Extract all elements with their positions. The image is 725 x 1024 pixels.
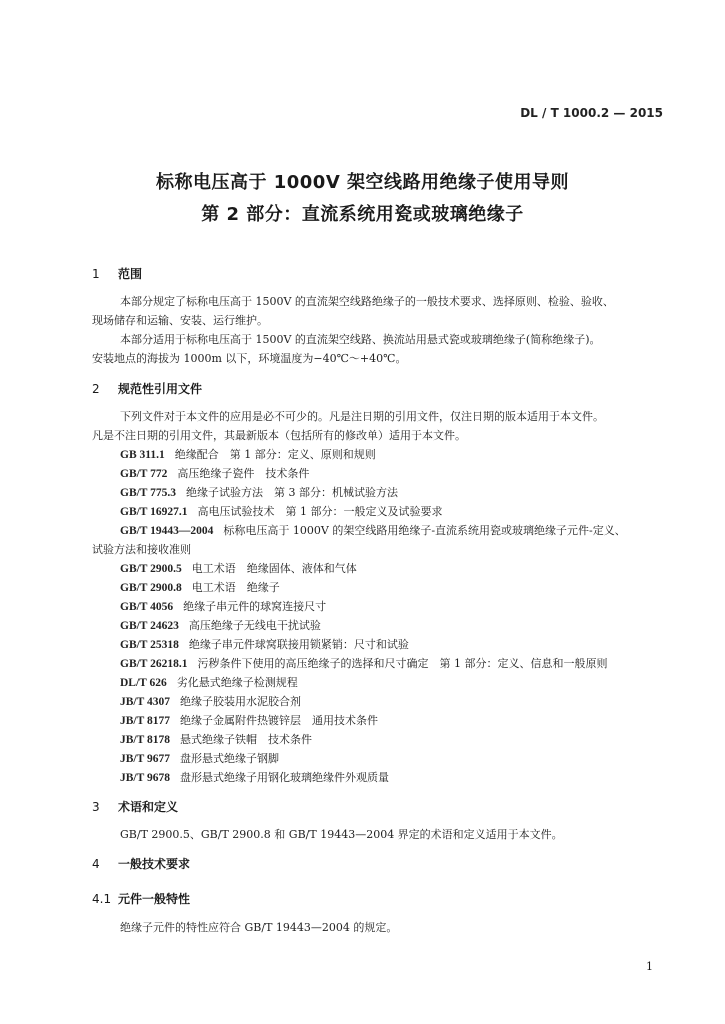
paragraph: 本部分适用于标称电压高于 1500V 的直流架空线路、换流站用悬式瓷或玻璃绝缘子(简称绝缘子)。 [120, 333, 601, 346]
section-1-heading [92, 265, 142, 282]
section-3-heading [92, 798, 178, 815]
reference-title: 高压绝缘子无线电干扰试验 [188, 619, 321, 632]
paragraph: GB/T 2900.5、GB/T 2900.8 和 GB/T 19443—2004 界定的术语和定义适用于本文件。 [120, 828, 563, 841]
reference-item [120, 579, 280, 595]
document-title: 标称电压高于 1000V 架空线路用绝缘子使用导则 [155, 172, 570, 193]
section-number: 4.1 [92, 892, 112, 906]
document-subtitle: 第 2 部分：直流系统用瓷或玻璃绝缘子 [201, 204, 524, 225]
reference-title: 绝缘子胶装用水泥胶合剂 [179, 695, 301, 708]
reference-item [120, 598, 326, 614]
section-number: 4 [92, 857, 100, 871]
reference-code: JB/T 8178 [120, 734, 170, 746]
section-title: 一般技术要求 [118, 857, 191, 871]
paragraph: 现场储存和运输、安装、运行维护。 [92, 314, 268, 327]
reference-code: GB/T 2900.8 [120, 582, 182, 594]
page-number: 1 [646, 960, 653, 973]
reference-code: GB/T 19443—2004 [120, 525, 214, 537]
reference-code: JB/T 8177 [120, 715, 170, 727]
reference-code: GB/T 24623 [120, 620, 179, 632]
reference-code: JB/T 9677 [120, 753, 170, 765]
reference-code: GB/T 16927.1 [120, 506, 188, 518]
reference-item [120, 503, 443, 519]
section-title: 范围 [118, 267, 143, 281]
reference-code: GB/T 25318 [120, 639, 179, 651]
reference-code: GB/T 772 [120, 468, 168, 480]
section-title: 规范性引用文件 [118, 382, 203, 396]
reference-item [120, 465, 309, 481]
section-number: 1 [92, 267, 100, 281]
reference-code: GB/T 4056 [120, 601, 174, 613]
section-title: 元件一般特性 [118, 892, 191, 906]
section-title: 术语和定义 [118, 800, 179, 814]
reference-code: GB/T 775.3 [120, 487, 177, 499]
paragraph: 凡是不注日期的引用文件，其最新版本（包括所有的修改单）适用于本文件。 [92, 429, 466, 442]
reference-title: 绝缘子串元件的球窝连接尺寸 [183, 600, 327, 613]
paragraph: 本部分规定了标称电压高于 1500V 的直流架空线路绝缘子的一般技术要求、选择原则、检验、验收、 [120, 295, 614, 308]
reference-title: 电工术语 绝缘固体、液体和气体 [191, 562, 357, 575]
reference-code: DL/T 626 [120, 677, 167, 689]
section-4-heading [92, 855, 190, 872]
reference-title: 高压绝缘子瓷件 技术条件 [177, 467, 310, 480]
reference-item [120, 769, 389, 785]
section-2-heading [92, 380, 202, 397]
section-number: 2 [92, 382, 100, 396]
reference-item [120, 674, 298, 690]
reference-title: 悬式绝缘子铁帽 技术条件 [179, 733, 312, 746]
reference-title: 盘形悬式绝缘子用钢化玻璃绝缘件外观质量 [179, 771, 389, 784]
reference-code: JB/T 4307 [120, 696, 170, 708]
section-number: 3 [92, 800, 100, 814]
paragraph: 安装地点的海拔为 1000m 以下，环境温度为−40℃～+40℃。 [92, 352, 407, 365]
reference-code: GB 311.1 [120, 449, 165, 461]
reference-item [120, 446, 376, 462]
reference-title: 绝缘子试验方法 第 3 部分：机械试验方法 [186, 486, 399, 499]
reference-title: 污秽条件下使用的高压绝缘子的选择和尺寸确定 第 1 部分：定义、信息和一般原则 [197, 657, 608, 670]
reference-item [120, 522, 626, 538]
reference-item [120, 617, 321, 633]
paragraph: 绝缘子元件的特性应符合 GB/T 19443—2004 的规定。 [120, 921, 398, 934]
reference-item [120, 750, 279, 766]
reference-title: 绝缘子串元件球窝联接用锁紧销：尺寸和试验 [188, 638, 409, 651]
reference-title: 高电压试验技术 第 1 部分：一般定义及试验要求 [197, 505, 443, 518]
reference-code: JB/T 9678 [120, 772, 170, 784]
reference-item [120, 731, 312, 747]
section-4-1-heading [92, 890, 190, 907]
reference-title: 劣化悬式绝缘子检测规程 [176, 676, 298, 689]
reference-title: 盘形悬式绝缘子钢脚 [179, 752, 279, 765]
reference-item [120, 636, 409, 652]
paragraph: 下列文件对于本文件的应用是必不可少的。凡是注日期的引用文件，仅注日期的版本适用于本文件。 [120, 410, 604, 423]
reference-item [120, 655, 608, 671]
reference-title: 绝缘子金属附件热镀锌层 通用技术条件 [179, 714, 378, 727]
reference-title: 标称电压高于 1000V 的架空线路用绝缘子-直流系统用瓷或玻璃绝缘子元件-定义、 [223, 524, 626, 537]
standard-code: DL / T 1000.2 — 2015 [520, 106, 663, 120]
reference-code: GB/T 2900.5 [120, 563, 182, 575]
reference-item [120, 560, 357, 576]
reference-item [120, 693, 301, 709]
reference-continuation: 试验方法和接收准则 [92, 543, 191, 556]
reference-title: 绝缘配合 第 1 部分：定义、原则和规则 [174, 448, 376, 461]
reference-code: GB/T 26218.1 [120, 658, 188, 670]
reference-item [120, 484, 398, 500]
reference-item [120, 712, 378, 728]
reference-title: 电工术语 绝缘子 [191, 581, 280, 594]
